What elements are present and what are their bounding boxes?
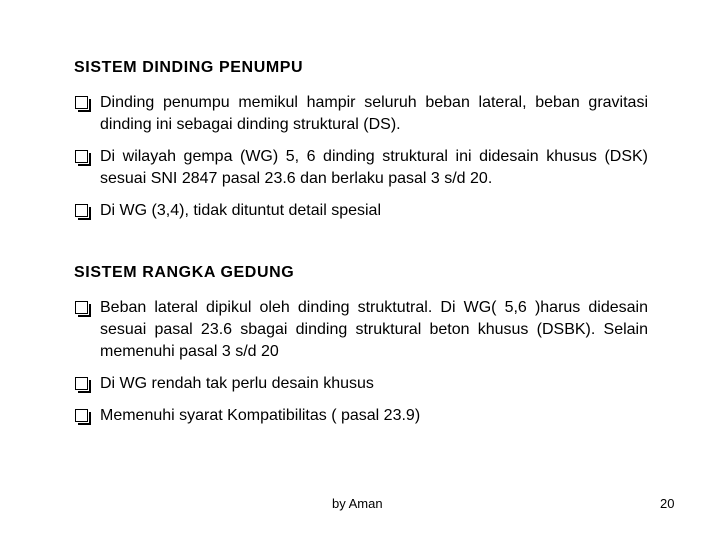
- square-bullet-icon: [75, 150, 88, 163]
- page-number: 20: [660, 496, 675, 511]
- bullet-item: [74, 405, 648, 427]
- bullet-text: Memenuhi syarat Kompatibilitas ( pasal 23.9): [100, 407, 421, 424]
- section-title-rangka-gedung: SISTEM RANGKA GEDUNG: [74, 264, 295, 281]
- bullet-text: Dinding penumpu memikul hampir seluruh beban lateral, beban gravitasi dinding ini sebagai dinding struktural (DS).: [100, 94, 648, 133]
- bullet-item: [74, 200, 648, 222]
- square-bullet-icon: [75, 409, 88, 422]
- square-bullet-icon: [75, 96, 88, 109]
- bullet-item: [74, 146, 648, 190]
- square-bullet-icon: [75, 204, 88, 217]
- square-bullet-icon: [75, 301, 88, 314]
- bullet-text: Di WG (3,4), tidak dituntut detail spesial: [100, 202, 382, 219]
- bullet-item: [74, 92, 648, 136]
- bullet-list-rangka-gedung: [74, 297, 648, 437]
- bullet-item: [74, 297, 648, 363]
- bullet-text: Di WG rendah tak perlu desain khusus: [100, 375, 374, 392]
- section-title-dinding-penumpu: SISTEM DINDING PENUMPU: [74, 59, 304, 76]
- footer-author: by Aman: [332, 496, 383, 511]
- bullet-item: [74, 373, 648, 395]
- bullet-list-dinding-penumpu: [74, 92, 648, 232]
- square-bullet-icon: [75, 377, 88, 390]
- bullet-text: Beban lateral dipikul oleh dinding struktutral. Di WG( 5,6 )harus didesain sesuai pasal 23.6 sbagai dinding struktural beton khusus (DSBK). Selain memenuhi pasal 3 s/d 20: [100, 299, 648, 360]
- bullet-text: Di wilayah gempa (WG) 5, 6 dinding struktural ini didesain khusus (DSK) sesuai SNI 2847 pasal 23.6 dan berlaku pasal 3 s/d 20.: [100, 148, 648, 187]
